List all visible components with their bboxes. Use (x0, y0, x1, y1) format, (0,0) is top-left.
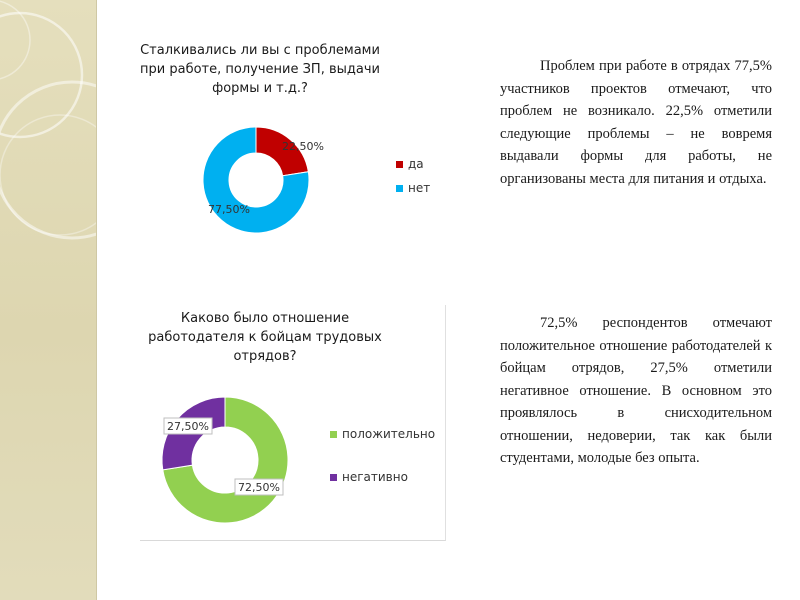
chart2-data-label-2: 27,50% (167, 420, 209, 433)
chart1-data-label-2: 77,50% (208, 203, 250, 216)
analysis-paragraph-1: Проблем при работе в отрядах 77,5% участников проектов отмечают, что проблем не возникало. 22,5% отметили следующие проблемы – не вовремя выдавали формы для работы, не организованы места для питания и отдыха. (500, 58, 772, 187)
chart2-data-label-1: 72,50% (238, 481, 280, 494)
chart1-legend-label-2: нет (408, 181, 431, 195)
chart1-legend-swatch-2 (396, 185, 403, 192)
chart1-legend-swatch-1 (396, 161, 403, 168)
chart2-legend-label-1: положительно (342, 427, 436, 441)
chart2-legend-label-2: негативно (342, 470, 408, 484)
chart2-title-line: работодателя к бойцам трудовых (148, 330, 382, 345)
chart2-legend-swatch-1 (330, 431, 337, 438)
chart2-title-line: Каково было отношение (180, 311, 350, 326)
chart1-title-line: формы и т.д.? (212, 81, 308, 96)
chart1-title-line: Сталкивались ли вы с проблемами (140, 43, 380, 58)
chart1-title-line: при работе, получение ЗП, выдачи (140, 62, 380, 77)
chart2-legend-swatch-2 (330, 474, 337, 481)
chart1-legend-label-1: да (408, 157, 424, 171)
analysis-paragraph-2: 72,5% респондентов отмечают положительное отношение работодателей к бойцам отрядов, 27,5% отметили негативное отношение. В основном это проявлялось в снисходительном отношении, недоверии, так как были студентами, молодые без опыта. (500, 315, 772, 466)
chart1-data-label-1: 22,50% (282, 140, 324, 153)
chart2-title-line: отрядов? (233, 349, 297, 364)
